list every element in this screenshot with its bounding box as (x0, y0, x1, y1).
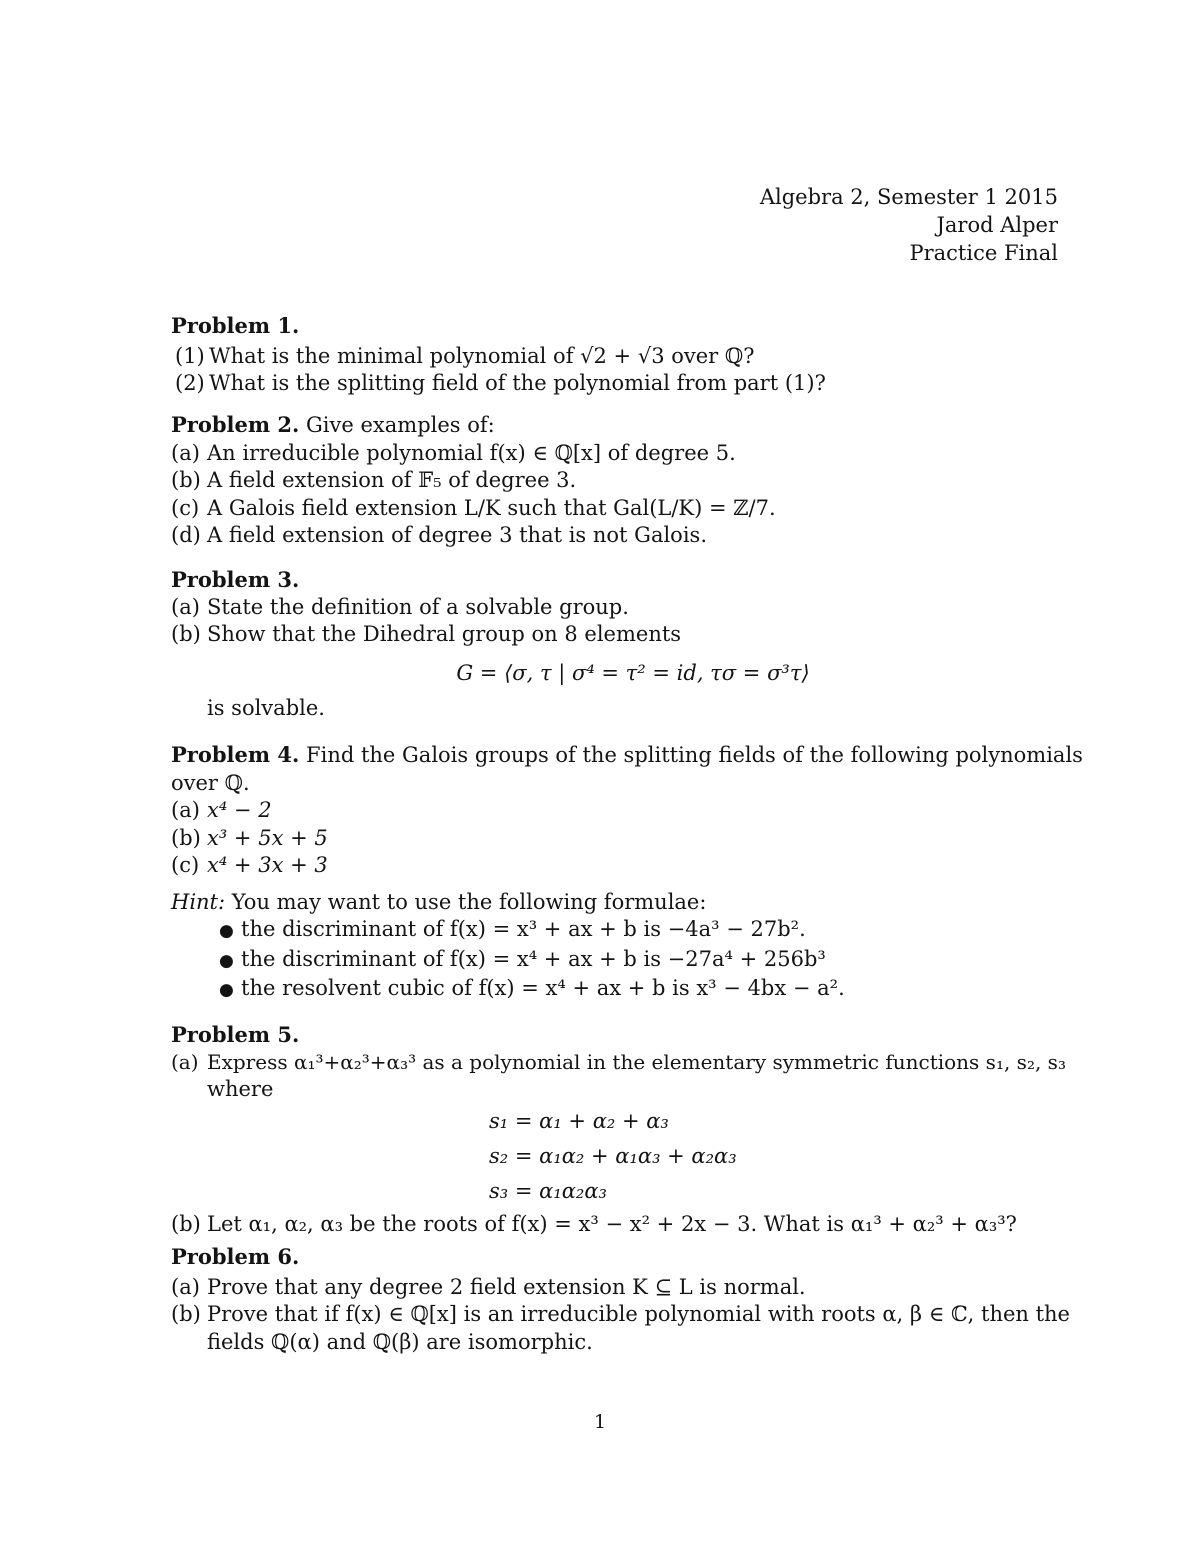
problem-title: Problem 2. (171, 412, 300, 437)
item-text: What is the minimal polynomial of √2 + √3 over ℚ? (209, 343, 755, 368)
list-item (171, 370, 1059, 398)
item-text: A field extension of degree 3 that is not Galois. (207, 523, 707, 547)
problem-5 (171, 1021, 1066, 1238)
bullet-item (171, 975, 1059, 1005)
problem-intro-continued: over ℚ. (171, 770, 250, 795)
problem-1 (171, 312, 1059, 398)
bullet-icon: ● (219, 950, 234, 971)
list-item (171, 522, 1059, 550)
bullet-text: the resolvent cubic of f(x) = x⁴ + ax + b is x³ − 4bx − a². (241, 976, 845, 1000)
item-label: (a) (171, 1274, 200, 1299)
hint-label: Hint: (171, 889, 226, 914)
list-item (171, 594, 1059, 622)
equation-block (171, 1104, 1059, 1209)
problem-6 (171, 1243, 1070, 1356)
item-text: Prove that if f(x) ∈ ℚ[x] is an irreducible polynomial with roots α, β ∈ ℂ, then the (207, 1302, 1070, 1326)
bullet-text: the discriminant of f(x) = x⁴ + ax + b is −27a⁴ + 256b³ (241, 946, 826, 971)
course-title: Algebra 2, Semester 1 2015 (759, 185, 1058, 209)
item-text: x⁴ − 2 (207, 798, 272, 822)
equation-line: s₃ = α₁α₂α₃ (489, 1178, 607, 1203)
equation-line: s₂ = α₁α₂ + α₁α₃ + α₂α₃ (489, 1143, 737, 1168)
author-name: Jarod Alper (936, 213, 1058, 237)
problem-2 (171, 411, 1059, 550)
bullet-icon: ● (219, 980, 234, 1000)
problem-heading (171, 741, 1083, 770)
item-label: (a) (171, 798, 200, 822)
item-text: Express α₁³+α₂³+α₃³ as a polynomial in the elementary symmetric functions s₁, s₂, s₃ (207, 1049, 1066, 1074)
list-item (171, 467, 1059, 495)
item-label: (c) (171, 853, 200, 877)
item-label: (a) (171, 440, 200, 465)
problem-tail: is solvable. (207, 696, 325, 720)
item-label: (b) (171, 622, 201, 646)
problem-title: Problem 4. (171, 742, 300, 767)
list-item (171, 343, 1059, 371)
item-text: Let α₁, α₂, α₃ be the roots of f(x) = x³ − x² + 2x − 3. What is α₁³ + α₂³ + α₃³? (207, 1211, 1017, 1236)
bullet-icon: ● (219, 921, 234, 941)
document-header (760, 183, 1058, 267)
item-text: x⁴ + 3x + 3 (207, 853, 328, 877)
list-item (171, 797, 1059, 825)
list-item (171, 440, 1059, 468)
document-title: Practice Final (909, 241, 1058, 265)
problem-heading (171, 411, 1059, 440)
item-text: An irreducible polynomial f(x) ∈ ℚ[x] of degree 5. (207, 440, 736, 465)
item-label: (1) (175, 343, 205, 368)
item-text: What is the splitting field of the polynomial from part (1)? (209, 371, 826, 395)
problem-4 (171, 741, 1083, 1005)
list-item (171, 1274, 1059, 1302)
item-continuation: where (207, 1077, 274, 1101)
problem-title: Problem 3. (171, 567, 300, 592)
equation-line: s₁ = α₁ + α₂ + α₃ (489, 1108, 669, 1133)
problem-3 (171, 566, 1059, 723)
item-text: Show that the Dihedral group on 8 elements (207, 622, 682, 646)
bullet-text: the discriminant of f(x) = x³ + ax + b is −4a³ − 27b². (241, 917, 806, 941)
item-label: (d) (171, 523, 201, 547)
bullet-item (171, 946, 1059, 976)
item-continuation: fields ℚ(α) and ℚ(β) are isomorphic. (207, 1329, 593, 1354)
display-equation: G = ⟨σ, τ | σ⁴ = τ² = id, τσ = σ³τ⟩ (456, 660, 810, 685)
item-text: x³ + 5x + 5 (207, 825, 328, 850)
problem-intro: Find the Galois groups of the splitting fields of the following polynomials (306, 743, 1083, 767)
item-label: (a) (171, 594, 200, 619)
problem-title: Problem 5. (171, 1022, 300, 1047)
item-text: State the definition of a solvable group. (207, 594, 629, 619)
item-label: (b) (171, 825, 201, 850)
item-label: (b) (171, 1302, 201, 1326)
item-text: Prove that any degree 2 field extension K ⊆ L is normal. (207, 1274, 806, 1299)
list-item (171, 495, 1059, 523)
item-label: (b) (171, 468, 201, 492)
item-text: A Galois field extension L/K such that Gal(L/K) = ℤ/7. (207, 495, 776, 520)
list-item (171, 1211, 1059, 1239)
problem-title: Problem 6. (171, 1244, 300, 1269)
bullet-item (171, 916, 1059, 946)
item-label: (c) (171, 495, 200, 520)
item-label: (2) (175, 371, 205, 395)
item-text: A field extension of 𝔽₅ of degree 3. (207, 468, 577, 492)
page-number: 1 (593, 1411, 607, 1433)
hint-text: You may want to use the following formulae: (231, 889, 707, 914)
hint-line (171, 889, 1059, 917)
list-item (171, 621, 1059, 649)
list-item (171, 825, 1059, 853)
problem-intro: Give examples of: (306, 413, 495, 437)
item-label: (a) (171, 1049, 199, 1074)
list-item (171, 852, 1059, 880)
problem-title: Problem 1. (171, 313, 300, 338)
item-label: (b) (171, 1211, 201, 1236)
list-item (171, 1301, 1070, 1329)
list-item (171, 1049, 1066, 1077)
